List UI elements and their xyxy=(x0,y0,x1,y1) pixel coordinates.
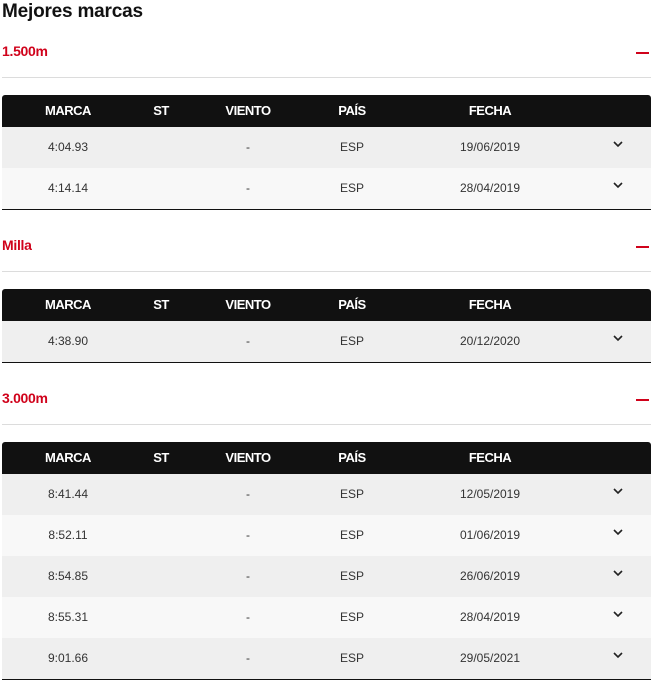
col-pais: PAÍS xyxy=(338,297,366,312)
minus-icon[interactable] xyxy=(636,246,649,248)
col-marca: MARCA xyxy=(45,450,91,465)
cell-viento: - xyxy=(246,569,250,583)
section-title: 1.500m xyxy=(2,43,48,59)
cell-pais: ESP xyxy=(339,334,364,348)
results-table xyxy=(2,289,651,363)
section-3000m xyxy=(2,381,651,665)
cell-viento: - xyxy=(246,140,250,154)
cell-marca: 8:41.44 xyxy=(47,487,89,501)
col-pais: PAÍS xyxy=(338,450,366,465)
cell-pais: ESP xyxy=(339,651,364,665)
col-pais: PAÍS xyxy=(338,103,366,118)
cell-fecha: 28/04/2019 xyxy=(459,181,521,195)
section-milla xyxy=(2,228,651,348)
chevron-down-icon[interactable] xyxy=(611,139,625,149)
section-header[interactable] xyxy=(2,381,651,425)
chevron-down-icon[interactable] xyxy=(611,527,625,537)
table-row[interactable] xyxy=(2,556,651,597)
section-header[interactable] xyxy=(2,34,651,78)
cell-marca: 9:01.66 xyxy=(47,651,89,665)
cell-marca: 4:14.14 xyxy=(47,181,89,195)
cell-fecha: 12/05/2019 xyxy=(459,487,521,501)
cell-pais: ESP xyxy=(339,610,364,624)
col-st: ST xyxy=(153,450,169,465)
chevron-down-icon[interactable] xyxy=(611,650,625,660)
cell-viento: - xyxy=(246,181,250,195)
col-marca: MARCA xyxy=(45,297,91,312)
chevron-down-icon[interactable] xyxy=(611,609,625,619)
col-fecha: FECHA xyxy=(468,297,512,312)
cell-marca: 4:04.93 xyxy=(47,140,89,154)
cell-viento: - xyxy=(246,610,250,624)
cell-viento: - xyxy=(246,487,250,501)
table-row[interactable] xyxy=(2,515,651,556)
cell-fecha: 29/05/2021 xyxy=(459,651,521,665)
cell-marca: 8:55.31 xyxy=(47,610,89,624)
chevron-down-icon[interactable] xyxy=(611,486,625,496)
cell-viento: - xyxy=(246,651,250,665)
results-table xyxy=(2,95,651,210)
col-fecha: FECHA xyxy=(468,103,512,118)
chevron-down-icon[interactable] xyxy=(611,333,625,343)
col-marca: MARCA xyxy=(45,103,91,118)
cell-pais: ESP xyxy=(339,181,364,195)
cell-viento: - xyxy=(246,334,250,348)
table-row[interactable] xyxy=(2,597,651,638)
cell-fecha: 19/06/2019 xyxy=(459,140,521,154)
table-row[interactable] xyxy=(2,127,651,168)
col-st: ST xyxy=(153,103,169,118)
results-table xyxy=(2,442,651,680)
page-title: Mejores marcas xyxy=(2,1,143,22)
cell-marca: 4:38.90 xyxy=(47,334,89,348)
col-viento: VIENTO xyxy=(225,450,271,465)
cell-pais: ESP xyxy=(339,140,364,154)
col-viento: VIENTO xyxy=(225,103,271,118)
table-header xyxy=(2,95,651,127)
col-viento: VIENTO xyxy=(225,297,271,312)
cell-fecha: 28/04/2019 xyxy=(459,610,521,624)
cell-fecha: 26/06/2019 xyxy=(459,569,521,583)
table-row[interactable] xyxy=(2,474,651,515)
section-title: 3.000m xyxy=(2,390,48,406)
minus-icon[interactable] xyxy=(636,399,649,401)
section-1500m xyxy=(2,34,651,195)
col-st: ST xyxy=(153,297,169,312)
table-row[interactable] xyxy=(2,638,651,679)
table-row[interactable] xyxy=(2,321,651,362)
cell-fecha: 20/12/2020 xyxy=(459,334,521,348)
table-header xyxy=(2,289,651,321)
cell-pais: ESP xyxy=(339,569,364,583)
cell-viento: - xyxy=(246,528,250,542)
cell-pais: ESP xyxy=(339,528,364,542)
cell-marca: 8:54.85 xyxy=(47,569,89,583)
cell-fecha: 01/06/2019 xyxy=(459,528,521,542)
section-title: Milla xyxy=(2,237,32,253)
cell-marca: 8:52.11 xyxy=(48,528,88,542)
chevron-down-icon[interactable] xyxy=(611,568,625,578)
section-header[interactable] xyxy=(2,228,651,272)
minus-icon[interactable] xyxy=(636,52,649,54)
table-header xyxy=(2,442,651,474)
table-row[interactable] xyxy=(2,168,651,209)
col-fecha: FECHA xyxy=(468,450,512,465)
cell-pais: ESP xyxy=(339,487,364,501)
chevron-down-icon[interactable] xyxy=(611,180,625,190)
